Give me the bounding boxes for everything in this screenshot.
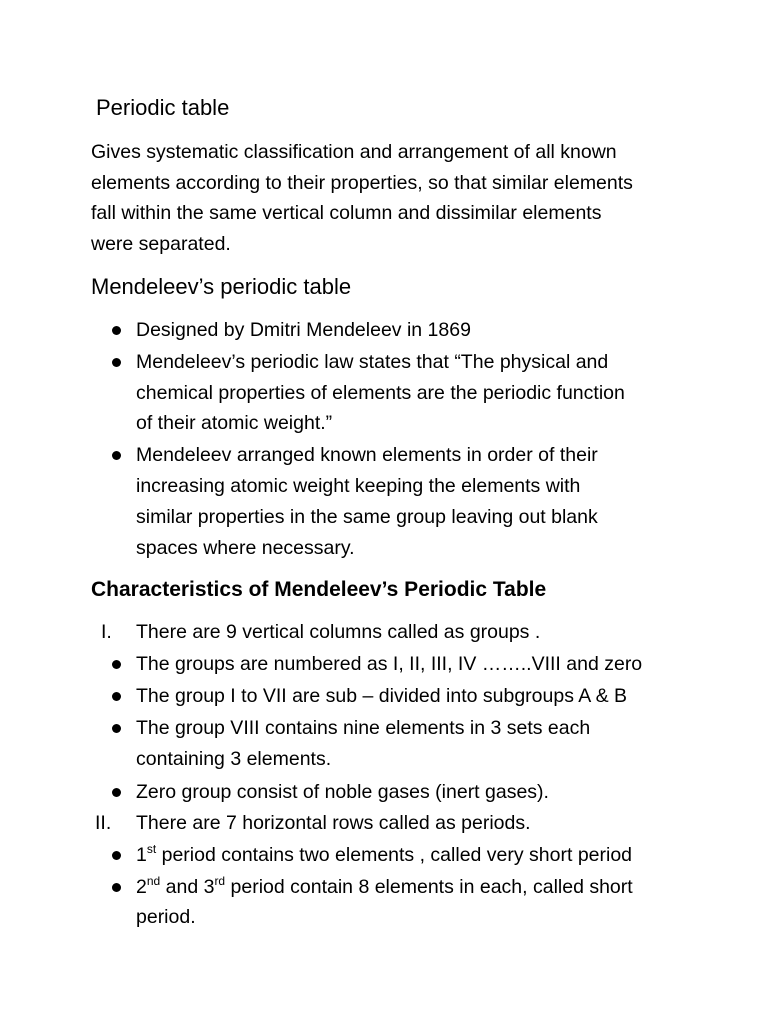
bullet-icon [112, 660, 121, 669]
bullet-text: containing 3 elements. [136, 748, 332, 770]
ordinal-suffix: rd [214, 874, 226, 888]
bullet-text: period. [136, 906, 196, 928]
intro-line: Gives systematic classification and arrangement of all known [91, 141, 617, 163]
bullet-icon [112, 851, 121, 860]
period-text: period contains two elements , called very short period [156, 844, 633, 866]
period-text: and 3 [160, 876, 215, 898]
bullet-text: similar properties in the same group leaving out blank [136, 506, 598, 528]
bullet-text: of their atomic weight.” [136, 412, 333, 434]
list-text: There are 7 horizontal rows called as periods. [136, 812, 531, 834]
bullet-text [136, 840, 632, 871]
bullet-icon [112, 883, 121, 892]
bullet-text: The group I to VII are sub – divided into subgroups A & B [136, 685, 628, 707]
bullet-icon [112, 724, 121, 733]
ordinal-suffix: nd [146, 874, 161, 888]
page-title: Periodic table [96, 95, 230, 120]
intro-paragraph [91, 137, 731, 259]
bullet-icon [112, 692, 121, 701]
bullet-text: Zero group consist of noble gases (inert gases). [136, 781, 549, 803]
ordinal-number: 1 [136, 844, 147, 866]
bullet-text: spaces where necessary. [136, 537, 355, 559]
bullet-text: Designed by Dmitri Mendeleev in 1869 [136, 319, 471, 341]
bullet-text: Mendeleev arranged known elements in order of their [136, 444, 598, 466]
bullet-icon [112, 451, 121, 460]
bullet-icon [112, 358, 121, 367]
bullet-text [136, 872, 633, 903]
intro-line: fall within the same vertical column and dissimilar elements [91, 202, 602, 224]
list-text: There are 9 vertical columns called as groups . [136, 621, 541, 643]
intro-line: were separated. [91, 232, 231, 255]
bullet-icon [112, 788, 121, 797]
bullet-icon [112, 326, 121, 335]
ordinal-suffix: st [146, 842, 157, 856]
intro-line: elements according to their properties, so that similar elements [91, 171, 633, 194]
bullet-text: The group VIII contains nine elements in 3 sets each [136, 717, 591, 739]
roman-marker: I. [101, 621, 112, 643]
roman-marker: II. [95, 812, 112, 834]
ordinal-number: 2 [136, 876, 147, 898]
bullet-text: chemical properties of elements are the periodic function [136, 382, 625, 404]
period-text: period contain 8 elements in each, called short [225, 876, 633, 898]
bullet-text: Mendeleev’s periodic law states that “The physical and [136, 351, 609, 373]
bullet-text: increasing atomic weight keeping the elements with [136, 475, 581, 497]
characteristics-heading: Characteristics of Mendeleev’s Periodic Table [91, 578, 547, 601]
bullet-text: The groups are numbered as I, II, III, IV ……..VIII and zero [136, 653, 643, 675]
mendeleev-heading: Mendeleev’s periodic table [91, 274, 352, 299]
